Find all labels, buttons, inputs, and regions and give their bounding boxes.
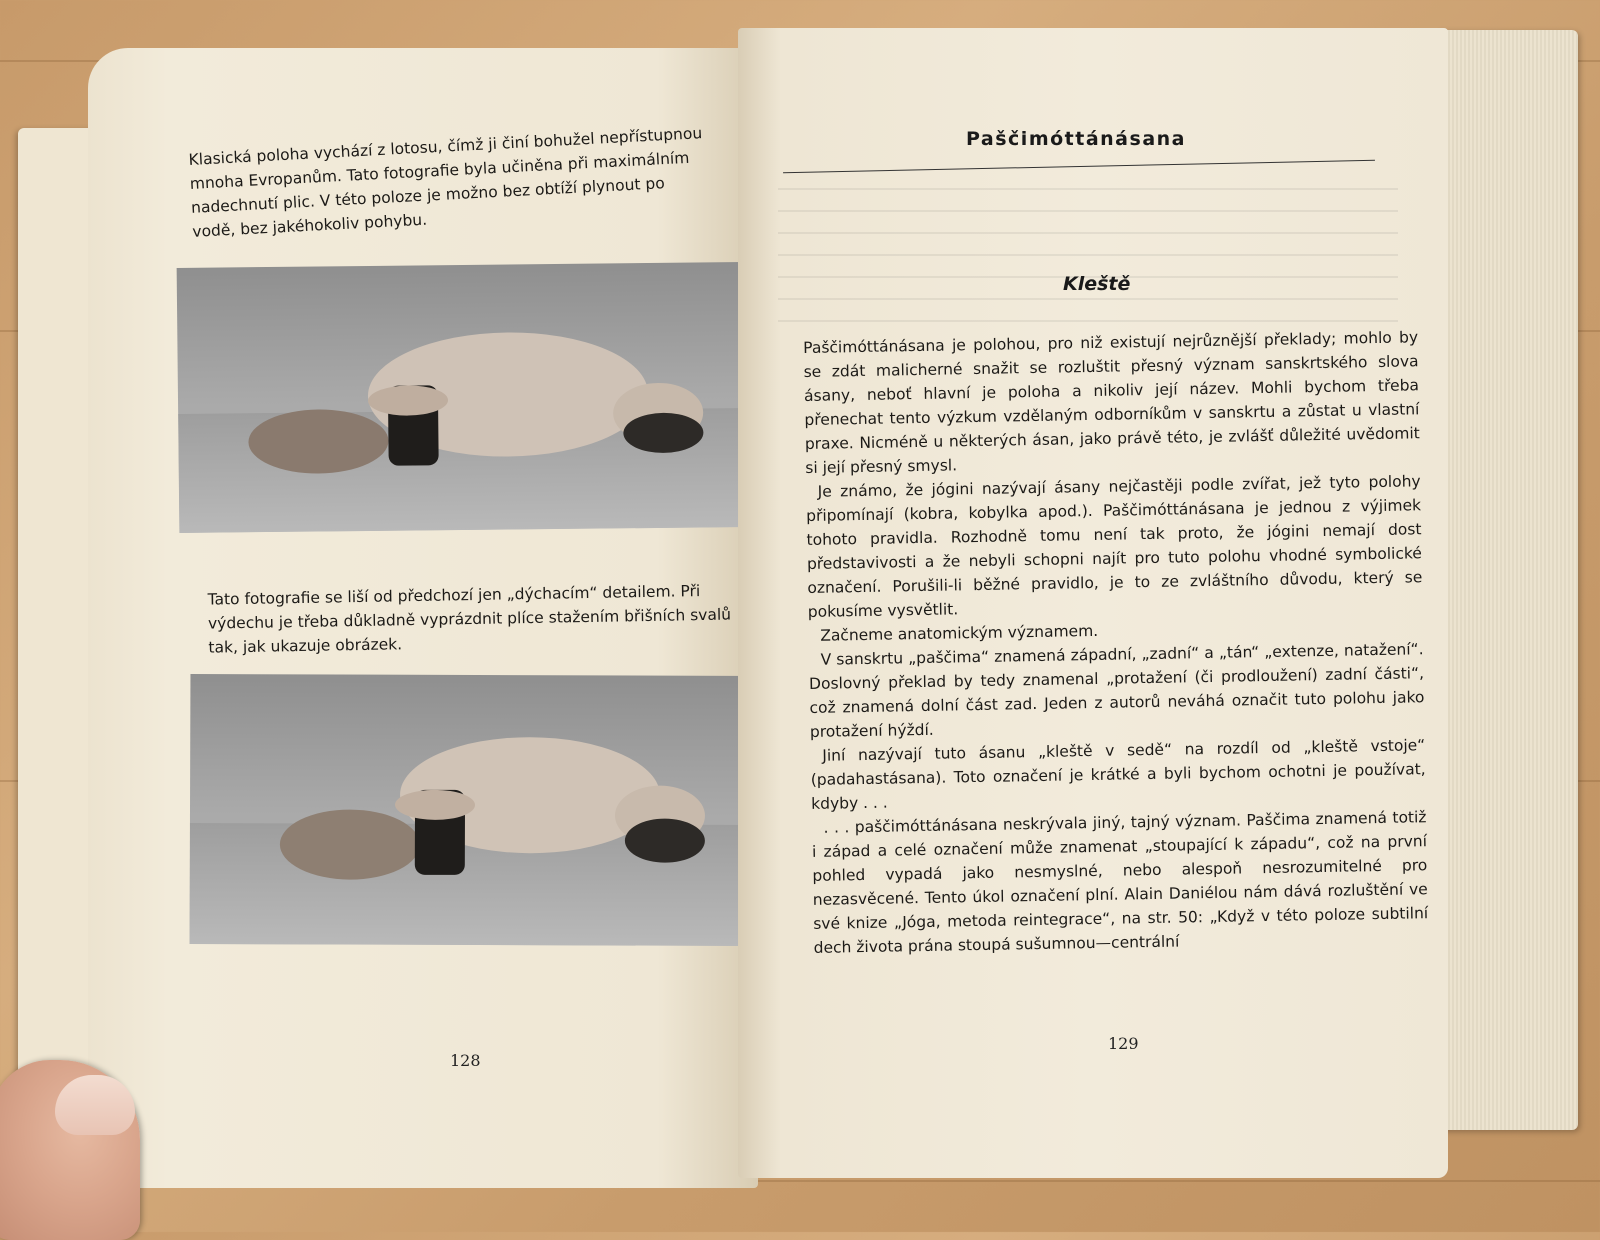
- left-page: [88, 48, 758, 1188]
- right-page-stack: [1438, 30, 1578, 1130]
- yoga-pose-photo-exhale: [190, 674, 761, 946]
- left-page-number: 128: [450, 1051, 481, 1070]
- paragraph: V sanskrtu „paščima“ znamená západní, „zadní“ a „tán“ „extenze, natažení“. Doslovný překlad by tedy znamenal „protažení (či prodloužení) zadní části“, což znamená dolní část zad. Jeden z autorů neváhá označit tuto polohu jako protažení hýždí.: [808, 640, 1425, 741]
- open-book: [18, 18, 1578, 1210]
- left-intro-text: Klasická poloha vychází z lotosu, čímž ji činí bohužel nepřístupnou mnoha Evropanům. Tato fotografie byla učiněna při maximálním nadechnutí plic. V této poloze je možno bez obtíží plynout po vodě, bez jakéhokoliv pohybu.: [188, 124, 703, 241]
- show-through-text: [778, 188, 1398, 338]
- header-rule: [783, 160, 1375, 173]
- paragraph: . . . paščimóttánásana neskrývala jiný, tajný význam. Paščima znamená totiž i západ a celé označení může znamenat „stoupající k západu“, což na první pohled vypadá jako nesmyslné, nebo alespoň nesrozumitelné pro nezasvěcené. Tento úkol označení plní. Alain Daniélou nám dává rozluštění ve své knize „Jóga, metoda reintegrace“, na str. 50: „Když v této poloze subtilní dech života prána stoupá sušumnou—centrální: [811, 808, 1429, 957]
- left-caption-text: Tato fotografie se liší od předchozí jen „dýchacím“ detailem. Při výdechu je třeba důkladně vyprázdnit plíce stažením břišních svalů tak, jak ukazuje obrázek.: [207, 582, 732, 657]
- running-header: Paščimóttánásana: [966, 128, 1186, 150]
- reclining-figure-illustration: [190, 674, 761, 946]
- paragraph: Začneme anatomickým významem.: [820, 621, 1099, 645]
- paragraph: Paščimóttánásana je polohou, pro niž existují nejrůznější překlady; mohlo by se zdát malicherné snažit se rozluštit přesný význam sanskrtského slova ásany, neboť hlavní je poloha a nikoliv její název. Mohli bychom třeba přenechat tento výzkum vzdělaným odborníkům v sanskrtu a zůstat u vlastní praxe. Nicméně u některých ásan, jako právě této, je zvlášť důležité uvědomit si její přesný smysl.: [803, 328, 1420, 477]
- thumbnail-nail: [55, 1075, 135, 1135]
- reclining-figure-illustration: [177, 262, 747, 533]
- right-page: [738, 28, 1448, 1178]
- paragraph: Jiní nazývají tuto ásanu „kleště v sedě“ na rozdíl od „kleště vstoje“ (padahastásana). Toto označení je krátké a byli bychom ochotni je používat, kdyby . . .: [810, 736, 1426, 813]
- right-body-text: [803, 325, 1429, 960]
- section-title: Kleště: [1063, 273, 1131, 295]
- right-page-number: 129: [1108, 1034, 1139, 1053]
- paragraph: Je známo, že jógini nazývají ásany nejčastěji podle zvířat, jež tyto polohy připomínají (kobra, kobylka apod.). Paščimóttánásana je jednou z výjimek tohoto pravidla. Rozhodně tomu není tak proto, že jógini nemají dost představivosti a že nebyli schopni najít pro tuto polohu vhodné symbolické označení. Porušili-li běžné pravidlo, je to ze zvláštního důvodu, který se pokusíme vysvětlit.: [805, 472, 1423, 621]
- yoga-pose-photo-inhale: [177, 262, 747, 533]
